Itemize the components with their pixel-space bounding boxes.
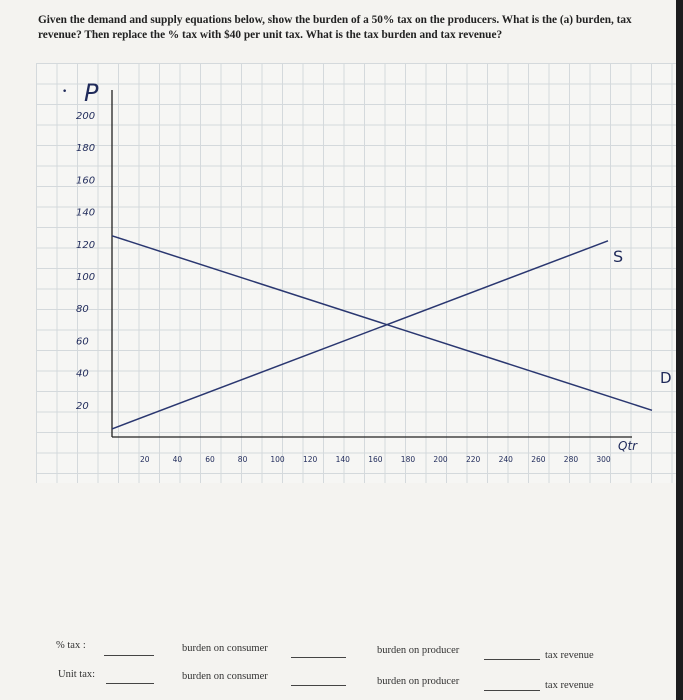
y-axis-title: P [84,79,99,107]
pct-burden-consumer-label: burden on consumer [182,643,268,654]
x-tick-label: 280 [563,455,579,464]
x-tick-label: 40 [172,455,183,464]
unit-tax-blank[interactable] [106,682,154,684]
y-tick-label: 100 [76,272,96,283]
x-tick-label: 60 [205,455,215,464]
x-tick-label: 20 [140,455,150,464]
y-tick-label: 180 [76,143,96,155]
pct-tax-label: % tax : [56,640,86,651]
x-tick-labels [140,455,611,464]
unit-burden-consumer-blank[interactable] [291,684,346,686]
x-tick-label: 200 [433,455,448,464]
y-tick-label: 40 [76,368,89,380]
x-axis-title: Qtr [618,439,638,453]
y-tick-labels [76,111,95,412]
x-tick-label: 100 [270,455,285,464]
y-tick-label: 140 [76,207,96,219]
pct-burden-consumer-blank[interactable] [291,656,346,658]
pct-tax-revenue-label: tax revenue [545,650,594,661]
y-tick-label: 160 [76,175,96,187]
x-tick-label: 140 [335,455,350,464]
unit-tax-label: Unit tax: [58,669,96,680]
y-tick-label: 60 [76,336,89,348]
question-text: Given the demand and supply equations below, show the burden of a 50% tax on the producers. What is the (a) burden, tax revenue? Then replace the % tax with $40 per unit tax. What is the tax burden and tax revenue? [38,14,632,41]
unit-burden-consumer-label: burden on consumer [182,671,268,682]
x-tick-label: 220 [466,455,481,464]
x-tick-label: 240 [498,455,513,464]
y-axis-dot: • [62,87,68,97]
x-tick-label: 80 [237,455,248,464]
supply-label: S [613,247,624,266]
supply-curve [112,241,608,429]
y-tick-label: 200 [76,111,96,122]
unit-burden-producer-blank[interactable] [484,689,540,691]
demand-label: D [660,369,672,387]
unit-burden-producer-label: burden on producer [377,676,460,687]
demand-curve [112,236,652,410]
pct-burden-producer-blank[interactable] [484,658,540,660]
x-tick-label: 180 [400,455,416,464]
x-tick-label: 300 [596,455,611,464]
x-tick-label: 160 [368,455,383,464]
unit-tax-revenue-label: tax revenue [545,680,594,691]
x-tick-label: 120 [303,455,318,464]
pct-tax-blank[interactable] [104,654,154,656]
y-tick-label: 120 [76,239,96,251]
y-tick-label: 80 [76,304,89,316]
y-tick-label: 20 [76,400,89,412]
pct-burden-producer-label: burden on producer [377,645,460,656]
x-tick-label: 260 [531,455,546,464]
